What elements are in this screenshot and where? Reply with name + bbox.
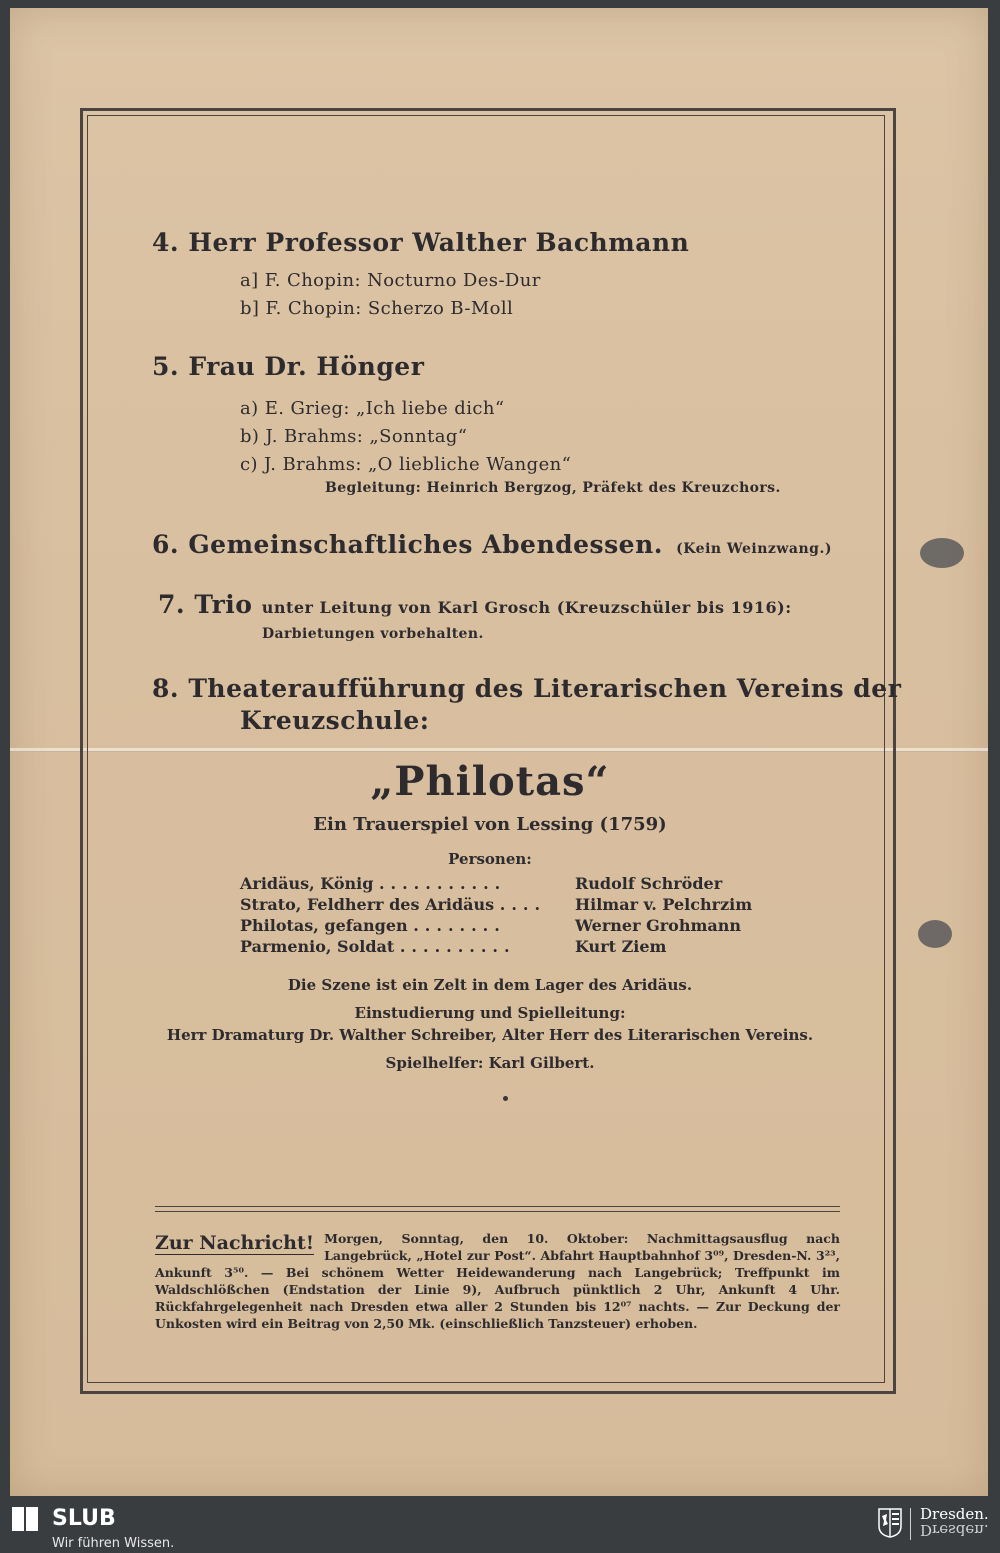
program-item-8-cont: Kreuzschule: [240, 706, 430, 735]
item-title: Gemeinschaftliches Abendessen. [188, 530, 663, 559]
play-title: „Philotas“ [370, 758, 610, 805]
cast-actor: Rudolf Schröder [575, 874, 723, 893]
dresden-text-mirror: Dresden. [920, 1521, 989, 1539]
cast-role: Strato, Feldherr des Aridäus [240, 895, 495, 914]
helper-line: Spielhelfer: Karl Gilbert. [385, 1054, 595, 1072]
program-item-5 [152, 352, 424, 381]
cast-role: Aridäus, König [240, 874, 374, 893]
piece-mark: b) [240, 426, 260, 447]
cast-actor: Werner Grohmann [575, 916, 742, 935]
scene-line: Die Szene ist ein Zelt in dem Lager des Aridäus. [287, 976, 693, 994]
item-number: 6. [152, 530, 180, 559]
item-title: Trio [194, 590, 253, 619]
cast-actor: Kurt Ziem [575, 937, 667, 956]
cast-dots: ........ [413, 916, 506, 935]
piece-text: J. Brahms: „O liebliche Wangen“ [264, 454, 572, 475]
director-line: Herr Dramaturg Dr. Walther Schreiber, Alter Herr des Literarischen Vereins. [166, 1026, 814, 1044]
cast-actor: Hilmar v. Pelchrzim [575, 895, 753, 914]
play-subtitle: Ein Trauerspiel von Lessing (1759) [313, 814, 667, 835]
piece-text: E. Grieg: „Ich liebe dich“ [264, 398, 505, 419]
item-number: 8. [152, 674, 180, 703]
notice-rule [155, 1211, 840, 1212]
cast-row [240, 916, 742, 935]
item-note: Darbietungen vorbehalten. [262, 626, 484, 642]
slub-tagline: Wir führen Wissen. [52, 1536, 175, 1551]
cast-dots: .... [499, 895, 547, 914]
cast-dots: .......... [399, 937, 516, 956]
item-detail: unter Leitung von Karl Grosch (Kreuzschüler bis 1916): [261, 598, 792, 617]
item-number: 4. [152, 228, 180, 257]
cast-role: Philotas, gefangen [240, 916, 408, 935]
cast-role: Parmenio, Soldat [240, 937, 395, 956]
notice-rule [155, 1206, 840, 1207]
slub-brand: SLUB [52, 1506, 116, 1531]
cast-row [240, 895, 753, 914]
item-note: (Kein Weinzwang.) [676, 541, 832, 557]
item-title: Theateraufführung des Literarischen Vereins der [188, 674, 902, 703]
piece-line [240, 426, 467, 447]
footer-separator [910, 1508, 911, 1540]
accompaniment-line: Begleitung: Heinrich Bergzog, Präfekt des Kreuzchors. [325, 480, 781, 496]
program-item-4 [152, 228, 689, 257]
cast-dots: ........... [378, 874, 507, 893]
program-item-7 [158, 590, 792, 619]
piece-line [240, 398, 504, 419]
cast-row [240, 874, 723, 893]
piece-mark: a) [240, 398, 259, 419]
piece-text: F. Chopin: Nocturno Des-Dur [264, 270, 541, 291]
dresden-crest-icon [878, 1508, 902, 1538]
program-item-6 [152, 530, 832, 559]
piece-line [240, 454, 571, 475]
item-number: 5. [152, 352, 180, 381]
ink-blot [920, 538, 964, 568]
piece-text: J. Brahms: „Sonntag“ [265, 426, 468, 447]
item-title: Frau Dr. Hönger [188, 352, 425, 381]
notice-heading: Zur Nachricht! [155, 1232, 315, 1254]
slub-logo-icon [12, 1507, 38, 1531]
piece-mark: c) [240, 454, 258, 475]
footer-bar [0, 1502, 1000, 1553]
persons-heading: Personen: [448, 850, 532, 868]
dresden-text: Dresden. [920, 1505, 989, 1523]
item-number: 7. [158, 590, 186, 619]
piece-line [240, 270, 541, 291]
piece-mark: a] [240, 270, 259, 291]
piece-text: F. Chopin: Scherzo B-Moll [265, 298, 514, 319]
ink-blot [918, 920, 952, 948]
notice-text: Morgen, Sonntag, den 10. Oktober: Nachmittagsausflug nach Langebrück, „Hotel zur Post“. Abfahrt Hauptbahnhof 3⁰⁹, Dresden-N. 3²³, Ankunft 3⁵⁰. — Bei schönem Wetter Heidewanderung nach Langebrück; Treffpunkt im Waldschlößchen (Endstation der Linie 9), Aufbruch pünktlich 2 Uhr, Ankunft 4 Uhr. Rückfahrgelegenheit nach Dresden etwa aller 2 Stunden bis 12⁰⁷ nachts. — Zur Deckung der Unkosten wird ein Beitrag von 2,50 Mk. (einschließlich Tanzsteuer) erhoben. [155, 1231, 840, 1331]
cast-row [240, 937, 667, 956]
piece-line [240, 298, 513, 319]
piece-mark: b] [240, 298, 260, 319]
dresden-wordmark [920, 1506, 989, 1538]
center-dot [503, 1096, 508, 1101]
program-item-8 [152, 674, 901, 703]
direction-heading: Einstudierung und Spielleitung: [354, 1004, 626, 1022]
notice-block [155, 1230, 840, 1332]
item-title: Herr Professor Walther Bachmann [188, 228, 690, 257]
